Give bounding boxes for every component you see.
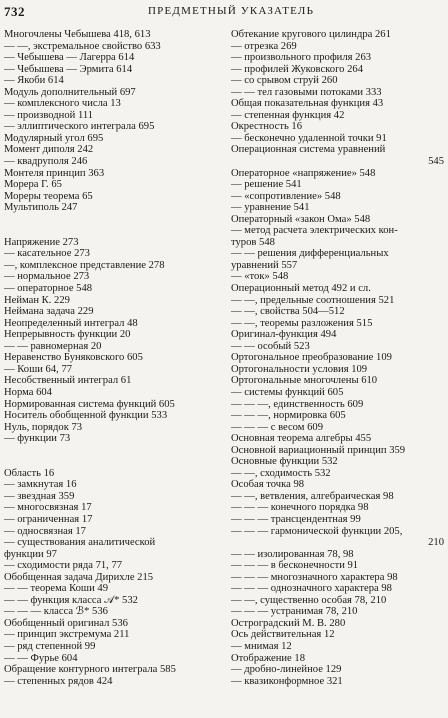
index-entry: — — изолированная 78, 98 bbox=[231, 548, 354, 560]
index-entry: — квазиконформное 321 bbox=[231, 675, 343, 687]
index-entry: — — тел газовыми потоками 333 bbox=[231, 86, 382, 98]
index-entry: — — — класса ℬ* 536 bbox=[4, 606, 108, 618]
index-entry: — звездная 359 bbox=[4, 490, 75, 502]
index-entry: функции 97 bbox=[4, 548, 57, 560]
page-header bbox=[0, 4, 448, 20]
index-entry: —, комплексное представление 278 bbox=[4, 259, 165, 271]
index-entry: Морера Г. 65 bbox=[4, 179, 62, 191]
index-entry: — — — в бесконечности 91 bbox=[231, 560, 359, 572]
index-entry: — — Фурье 604 bbox=[4, 652, 78, 664]
index-entry: — принцип экстремума 211 bbox=[4, 629, 130, 641]
index-entry: — ряд степенной 99 bbox=[4, 640, 96, 652]
index-entry: Оригинал-функция 494 bbox=[231, 329, 337, 341]
index-entry: — —, экстремальное свойство 633 bbox=[4, 40, 161, 52]
index-entry: — —, предельные соотношения 521 bbox=[231, 294, 395, 306]
index-entry: Обобщенная задача Дирихле 215 bbox=[4, 571, 154, 583]
index-entry: — — — трансцендентная 99 bbox=[231, 513, 361, 525]
section-gap bbox=[4, 214, 216, 226]
index-entry: Общая показательная функция 43 bbox=[231, 98, 384, 110]
index-entry: — — решения дифференциальных bbox=[231, 248, 389, 260]
index-entry: Операторное «напряжение» 548 bbox=[231, 167, 376, 179]
index-entry: — односвязная 17 bbox=[4, 525, 86, 537]
index-entry: Операционная система уравнений bbox=[231, 144, 386, 156]
index-entry: уравнений 557 bbox=[231, 259, 298, 271]
index-entry: — квадруполя 246 bbox=[4, 156, 88, 168]
index-entry: Модуль дополнительный 697 bbox=[4, 86, 136, 98]
index-entry: Ортогональности условия 109 bbox=[231, 363, 368, 375]
index-entry: — дробно-линейное 129 bbox=[231, 664, 342, 676]
index-entry: Нормированная система функций 605 bbox=[4, 398, 175, 410]
index-entry: Нуль, порядок 73 bbox=[4, 421, 83, 433]
index-entry: Носитель обобщенной функции 533 bbox=[4, 410, 168, 422]
index-entry: Напряжение 273 bbox=[4, 236, 79, 248]
index-entry: — производной 111 bbox=[4, 109, 94, 121]
index-entry: — эллиптического интеграла 695 bbox=[4, 121, 155, 133]
index-entry: — —, существенно особая 78, 210 bbox=[231, 594, 387, 606]
index-entry: Обращение контурного интеграла 585 bbox=[4, 664, 176, 676]
index-entry: — — — конечного порядка 98 bbox=[231, 502, 369, 514]
index-entry: — — — однозначного характера 98 bbox=[231, 583, 392, 595]
index-entry: Обтекание кругового цилиндра 261 bbox=[231, 29, 391, 40]
index-entry: — Чебышева — Лагерра 614 bbox=[4, 52, 135, 64]
index-entry: — замкнутая 16 bbox=[4, 479, 77, 491]
left-column bbox=[4, 29, 216, 687]
index-entry: 210 bbox=[428, 537, 444, 549]
section-gap bbox=[4, 456, 216, 468]
index-entry: 545 bbox=[428, 156, 444, 168]
index-entry: — степенных рядов 424 bbox=[4, 675, 113, 687]
index-entry: Многочлены Чебышева 418, 613 bbox=[4, 29, 151, 40]
index-entry: Область 16 bbox=[4, 467, 55, 479]
index-entry: — многосвязная 17 bbox=[4, 502, 92, 514]
index-entry: Мультиполь 247 bbox=[4, 202, 78, 214]
page-number: 732 bbox=[4, 4, 25, 19]
index-entry: — ограниченная 17 bbox=[4, 513, 93, 525]
index-entry: — — — многозначного характера 98 bbox=[231, 571, 398, 583]
index-entry: Операционный метод 492 и сл. bbox=[231, 283, 371, 295]
index-entry: Основной вариационный принцип 359 bbox=[231, 444, 406, 456]
index-entry: — решение 541 bbox=[231, 179, 302, 191]
index-entry: Нейман К. 229 bbox=[4, 294, 70, 306]
index-entry: Мореры теорема 65 bbox=[4, 190, 93, 202]
index-entry: — степенная функция 42 bbox=[231, 109, 345, 121]
index-entry: Окрестность 16 bbox=[231, 121, 303, 133]
index-entry: — со срывом струй 260 bbox=[231, 75, 338, 87]
index-entry: Основная теорема алгебры 455 bbox=[231, 433, 372, 445]
index-entry: — — —, нормировка 605 bbox=[231, 410, 346, 422]
index-entry: — — — гармонической функции 205, bbox=[231, 525, 403, 537]
index-entry: — «ток» 548 bbox=[231, 271, 289, 283]
index-entry: Непрерывность функции 20 bbox=[4, 329, 131, 341]
index-entry: Неопределенный интеграл 48 bbox=[4, 317, 138, 329]
index-entry: — существования аналитической bbox=[4, 537, 156, 549]
index-entry: Ортогональные многочлены 610 bbox=[231, 375, 378, 387]
index-entry: Основные функции 532 bbox=[231, 456, 338, 468]
index-entry: — мнимая 12 bbox=[231, 640, 292, 652]
index-entry: Неравенство Буняковского 605 bbox=[4, 352, 143, 364]
index-entry: Модулярный угол 695 bbox=[4, 132, 104, 144]
index-entry: Монтеля принцип 363 bbox=[4, 167, 105, 179]
index-entry: — нормальное 273 bbox=[4, 271, 90, 283]
index-entry: — Якоби 614 bbox=[4, 75, 64, 87]
index-entry: Обобщенный оригинал 536 bbox=[4, 617, 128, 629]
index-entry: — —, сходимость 532 bbox=[231, 467, 331, 479]
index-entry: — профилей Жуковского 264 bbox=[231, 63, 363, 75]
index-entry: — — функция класса 𝒜* 532 bbox=[4, 594, 138, 606]
index-entry: Особая точка 98 bbox=[231, 479, 305, 491]
index-entry: — — — с весом 609 bbox=[231, 421, 324, 433]
section-gap bbox=[4, 445, 216, 457]
index-entry: — сходимости ряда 71, 77 bbox=[4, 560, 123, 572]
index-entry: — — равномерная 20 bbox=[4, 340, 102, 352]
index-entry: Момент диполя 242 bbox=[4, 144, 94, 156]
index-entry: Неймана задача 229 bbox=[4, 306, 94, 318]
index-entry: Остроградский М. В. 280 bbox=[231, 617, 346, 629]
index-entry: — комплексного числа 13 bbox=[4, 98, 121, 110]
index-entry: — — —, единственность 609 bbox=[231, 398, 364, 410]
running-title: ПРЕДМЕТНЫЙ УКАЗАТЕЛЬ bbox=[148, 5, 315, 17]
index-entry: Отображение 18 bbox=[231, 652, 305, 664]
index-entry: Норма 604 bbox=[4, 386, 52, 398]
right-column bbox=[231, 29, 444, 687]
index-entry: — —, свойства 504—512 bbox=[231, 306, 345, 318]
index-entry: — произвольного профиля 263 bbox=[231, 52, 372, 64]
index-entry: — функции 73 bbox=[4, 433, 71, 445]
index-entry: — метод расчета электрических кон- bbox=[231, 225, 398, 237]
index-entry: — — теорема Коши 49 bbox=[4, 583, 108, 595]
index-entry: туров 548 bbox=[231, 236, 275, 248]
index-entry: — —, ветвления, алгебраическая 98 bbox=[231, 490, 394, 502]
index-entry: — — — устранимая 78, 210 bbox=[231, 606, 358, 618]
index-entry: — «сопротивление» 548 bbox=[231, 190, 341, 202]
index-entry: Несобственный интеграл 61 bbox=[4, 375, 132, 387]
index-entry: — операторное 548 bbox=[4, 283, 93, 295]
index-entry: — отрезка 269 bbox=[231, 40, 297, 52]
index-entry: — бесконечно удаленной точки 91 bbox=[231, 132, 387, 144]
index-entry: — уравнение 541 bbox=[231, 202, 310, 214]
index-entry: — касательное 273 bbox=[4, 248, 90, 260]
section-gap bbox=[4, 225, 216, 237]
index-entry: — —, теоремы разложения 515 bbox=[231, 317, 373, 329]
index-entry: Операторный «закон Ома» 548 bbox=[231, 213, 371, 225]
index-entry: — — особый 523 bbox=[231, 340, 310, 352]
index-entry: — Чебышева — Эрмита 614 bbox=[4, 63, 133, 75]
index-entry: Ось действительная 12 bbox=[231, 629, 335, 641]
index-entry: — системы функций 605 bbox=[231, 386, 344, 398]
index-entry: — Коши 64, 77 bbox=[4, 363, 73, 375]
index-entry: Ортогональное преобразование 109 bbox=[231, 352, 392, 364]
